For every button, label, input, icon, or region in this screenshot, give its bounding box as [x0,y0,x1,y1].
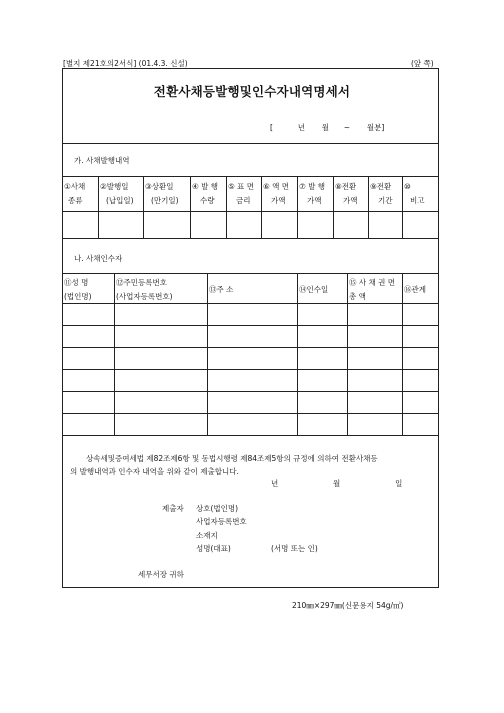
col-bond-type: ①사채 종류 [64,182,86,205]
col-face-value: ⑥ 액 면 가액 [263,182,289,205]
submission-date [271,478,402,489]
submitter-location: 소재지 [196,531,218,540]
table-b-bottom [62,435,439,436]
col-total-face-amount: ⑮ 사 채 권 면 총 액 [349,278,396,301]
col-conversion-period: ⑨전환 기간 [370,182,393,205]
period-open: [ [270,123,273,132]
form-frame [62,68,439,588]
col-address: ⑬주 소 [209,285,234,294]
table-row [62,325,439,326]
col-redemption-date: ③상환일 (만기일) [145,182,179,205]
statement-line-1: 상속세및증여세법 제82조제6항 및 동법시행령 제84조제5항의 규정에 의하여 전환사채등 [86,454,378,463]
divider [62,143,439,144]
statement [70,452,434,478]
submitter-representative: 성명(대표) [196,544,231,553]
col-issue-date: ②발행일 (납입일) [100,182,134,205]
col-conversion-price: ⑧전환 가액 [335,182,358,205]
col-issue-price: ⑦ 발 행 가액 [299,182,325,205]
submitter-company: 상호(법인명) [196,504,239,513]
date-month: 월 [333,479,341,488]
period-month: 월 [321,123,329,132]
period-year: 년 [297,123,305,132]
table-a-top [62,176,439,177]
statement-line-2: 의 발행내역과 인수자 내역을 위와 같이 제출합니다. [70,467,239,476]
col-relationship: ⑯관계 [404,285,426,294]
date-year: 년 [271,479,279,488]
submitter-label: 제출자 [162,504,184,513]
document-title: 전환사채등발행및인수자내역명세서 [153,84,351,99]
table-row [62,369,439,370]
col-acquisition-date: ⑭인수일 [299,285,329,294]
period-tilde: ~ [343,123,351,132]
col-registration-number: ⑫주민등록번호 (사업자등록번호) [116,278,173,301]
section-a-label: 가. 사채발행내역 [74,156,130,165]
table-a-bottom [62,238,439,239]
submitter-business-number: 사업자등록번호 [196,517,247,526]
col-issue-quantity: ④ 발 행 수량 [192,182,218,205]
col-coupon-rate: ⑤ 표 면 금리 [228,182,254,205]
table-row [62,391,439,392]
section-b-label: 나. 사채인수자 [74,254,123,263]
form-reference: [별지 제21호의2서식] (01.4.3. 신설) [63,59,188,68]
table-row [62,347,439,348]
col-remarks: ⑩ 비고 [404,182,425,205]
table-b-top [62,273,439,274]
paper-spec: 210㎜×297㎜(신문용지 54g/㎡) [292,601,404,610]
page-side-label: (앞 쪽) [411,59,434,68]
col-name: ⑪성 명 (법인명) [64,278,92,301]
date-day: 일 [395,479,403,488]
period-end: 월분] [366,123,385,132]
signature-hint: (서명 또는 인) [271,544,318,553]
table-row [62,413,439,414]
table-a-header-bottom [62,211,439,212]
addressee: 세무서장 귀하 [138,570,184,579]
period-line [270,122,384,133]
